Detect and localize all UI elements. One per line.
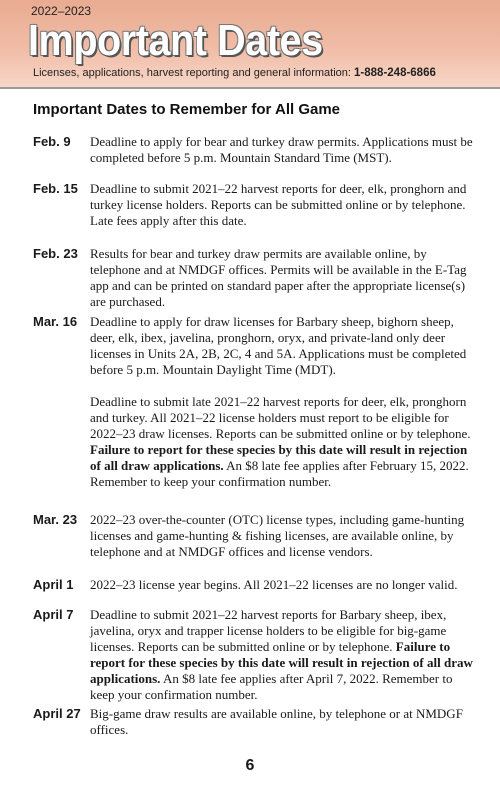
- section-heading: Important Dates to Remember for All Game: [33, 101, 341, 118]
- entry-date: April 27: [33, 706, 81, 721]
- entry-description: [90, 181, 476, 229]
- entry-date: Feb. 15: [33, 181, 78, 196]
- header-divider: [0, 87, 500, 89]
- entry-description: [90, 607, 476, 703]
- entry-date: April 7: [33, 607, 74, 622]
- warning-text: Failure to report for these species by this date will result in rejection of all draw applications.: [90, 639, 473, 686]
- entry-date: Feb. 9: [33, 134, 71, 149]
- page-number: 6: [245, 757, 255, 774]
- entry-description: [90, 246, 476, 310]
- description-text: Deadline to apply for draw licenses for Barbary sheep, bighorn sheep, deer, elk, ibex, javelina, pronghorn, oryx, and private-land only deer licenses in Units 2A, 2B, 2C, 4 and 5A. Applications must be completed before 5 p.m. Mountain Daylight Time (MDT).: [90, 314, 467, 377]
- entry-date: April 1: [33, 577, 74, 592]
- phone-number: 1-888-248-6866: [354, 67, 436, 79]
- description-text: An $8 late fee applies after February 15, 2022. Remember to keep your confirmation number.: [90, 458, 469, 489]
- description-text: Deadline to submit 2021–22 harvest reports for deer, elk, pronghorn and turkey license holders. Reports can be submitted online or by telephone. Late fees apply after this date.: [90, 181, 467, 228]
- entry-description: [90, 134, 476, 166]
- description-text: Deadline to submit 2021–22 harvest reports for Barbary sheep, ibex, javelina, oryx and trapper license holders to be eligible for big-game licenses. Reports can be submitted online or by telephone.: [90, 607, 447, 654]
- warning-text: Failure to report for these species by this date will result in rejection of all draw applications.: [90, 442, 468, 473]
- description-text: Results for bear and turkey draw permits are available online, by telephone and at NMDGF offices. Permits will be available in the E-Tag app and can be printed on standard paper after the appropriate license(s) are purchased.: [90, 246, 467, 309]
- entry-description: [90, 314, 476, 378]
- description-text: 2022–23 license year begins. All 2021–22 licenses are no longer valid.: [90, 577, 458, 592]
- description-text: Big-game draw results are available online, by telephone or at NMDGF offices.: [90, 706, 463, 737]
- season-year: 2022–2023: [31, 4, 92, 18]
- entry-description: [90, 394, 476, 490]
- entry-description: [90, 512, 476, 560]
- contact-text: Licenses, applications, harvest reporting and general information:: [33, 67, 355, 79]
- entry-description: [90, 706, 476, 738]
- description-text: Deadline to submit late 2021–22 harvest reports for deer, elk, pronghorn and turkey. All 2021–22 license holders must report to be eligible for 2022–23 draw licenses. Reports can be submitted online or by telephone.: [90, 394, 471, 441]
- entry-date: Feb. 23: [33, 246, 78, 261]
- page-header: [0, 0, 500, 87]
- description-text: Deadline to apply for bear and turkey draw permits. Applications must be completed before 5 p.m. Mountain Standard Time (MST).: [90, 134, 473, 165]
- contact-line: [33, 67, 436, 79]
- banner-title: Important Dates: [28, 16, 323, 65]
- entry-description: [90, 577, 476, 593]
- description-text: An $8 late fee applies after April 7, 2022. Remember to keep your confirmation number.: [90, 671, 453, 702]
- description-text: 2022–23 over-the-counter (OTC) license types, including game-hunting licenses and game-hunting & fishing licenses, are available online, by telephone and at NMDGF offices and license vendors.: [90, 512, 465, 559]
- entry-date: Mar. 23: [33, 512, 78, 527]
- entry-date: Mar. 16: [33, 314, 78, 329]
